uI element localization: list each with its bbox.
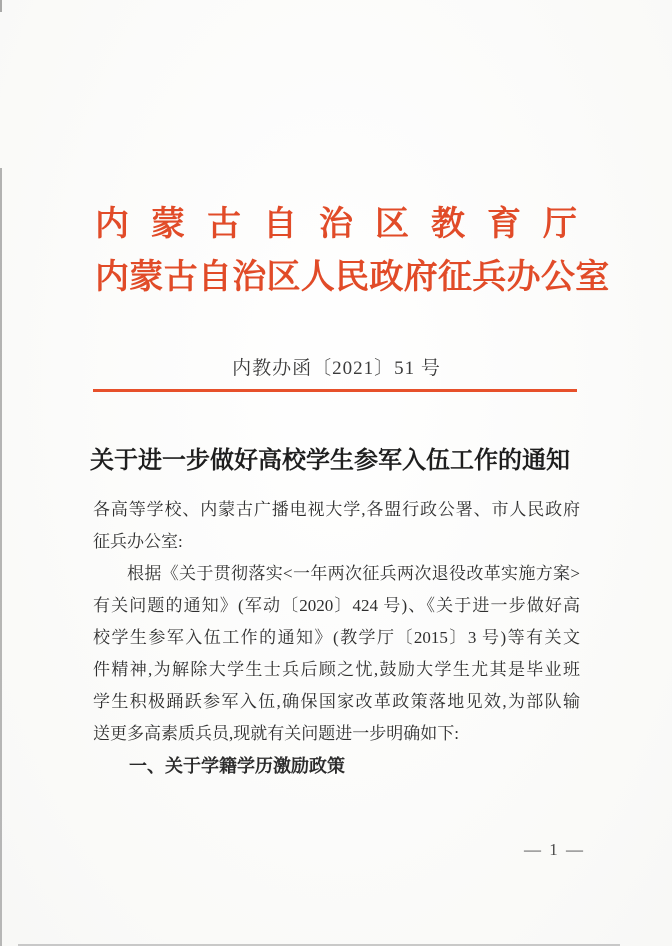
letterhead-char: 厅	[543, 206, 577, 243]
letterhead-org-line1	[95, 203, 577, 247]
body-line: 根据《关于贯彻落实<一年两次征兵两次退役改革实施方案>	[127, 564, 580, 583]
body-text	[93, 494, 580, 782]
section-heading: 一、关于学籍学历激励政策	[129, 756, 345, 776]
body-line: 送更多高素质兵员,现就有关问题进一步明确如下:	[93, 724, 459, 743]
body-line: 件精神,为解除大学生士兵后顾之忧,鼓励大学生尤其是毕业班	[93, 660, 580, 679]
letterhead-char: 古	[207, 206, 241, 243]
document-title: 关于进一步做好高校学生参军入伍工作的通知	[90, 448, 570, 474]
letterhead-org-line2: 内蒙古自治区人民政府征兵办公室	[95, 259, 610, 296]
body-line: 校学生参军入伍工作的通知》(教学厅〔2015〕3 号)等有关文	[93, 628, 580, 647]
letterhead	[95, 203, 610, 300]
letterhead-char: 治	[319, 206, 353, 243]
red-divider-rule	[93, 389, 577, 392]
body-line: 征兵办公室:	[93, 532, 183, 551]
doc-number: 内教办函〔2021〕51 号	[232, 358, 441, 379]
letterhead-char: 自	[263, 206, 297, 243]
letterhead-char: 蒙	[151, 206, 185, 243]
letterhead-char: 区	[375, 206, 409, 243]
body-line: 有关问题的通知》(军动〔2020〕424 号)、《关于进一步做好高	[93, 596, 580, 615]
body-line: 各高等学校、内蒙古广播电视大学,各盟行政公署、市人民政府	[93, 500, 580, 519]
page-number: — 1 —	[524, 840, 585, 859]
scan-edge-left	[0, 168, 2, 946]
body-line: 学生积极踊跃参军入伍,确保国家改革政策落地见效,为部队输	[93, 692, 580, 711]
scan-edge-corner	[0, 0, 2, 12]
letterhead-char: 内	[95, 206, 129, 243]
letterhead-char: 教	[431, 206, 465, 243]
letterhead-char: 育	[487, 206, 521, 243]
